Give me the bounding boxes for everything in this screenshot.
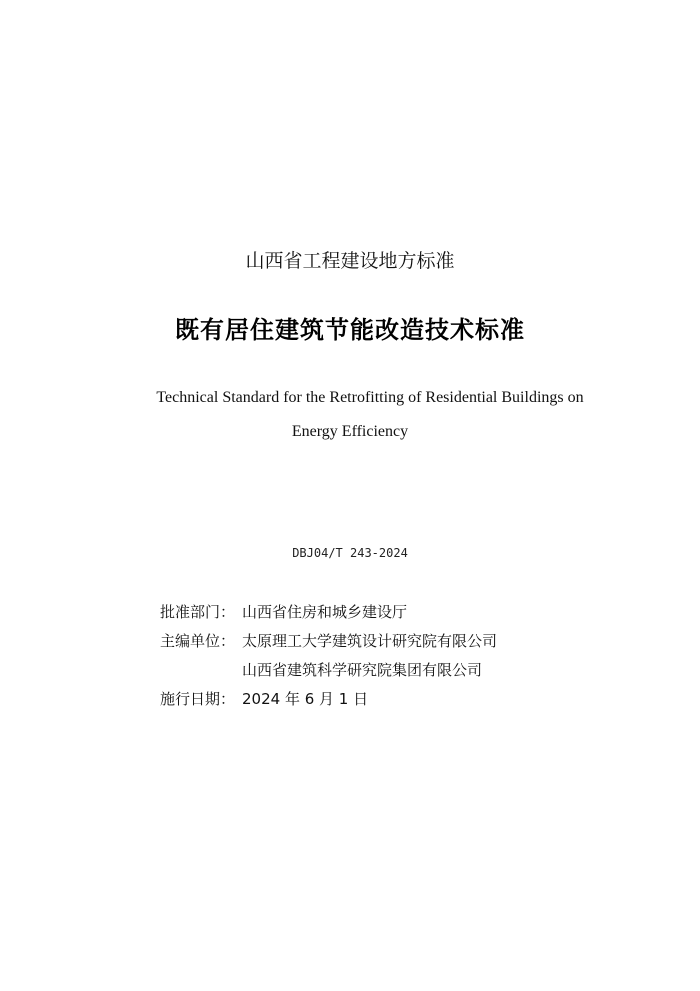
approval-row bbox=[160, 598, 497, 627]
approval-label: 批准部门： bbox=[160, 603, 236, 621]
editor-row bbox=[160, 627, 497, 656]
date-value: 2024 年 6 月 1 日 bbox=[242, 690, 369, 708]
editor-label: 主编单位： bbox=[160, 632, 236, 650]
standard-code: DBJ04/T 243-2024 bbox=[292, 546, 408, 560]
editor-label-spacer bbox=[160, 656, 242, 685]
document-info bbox=[160, 598, 497, 714]
date-row bbox=[160, 685, 497, 714]
english-title-line-1: Technical Standard for the Retrofitting of Residential Buildings on bbox=[156, 389, 584, 406]
english-title-line-2: Energy Efficiency bbox=[291, 423, 409, 440]
approval-value: 山西省住房和城乡建设厅 bbox=[242, 603, 408, 621]
date-label: 施行日期： bbox=[160, 690, 236, 708]
standard-category: 山西省工程建设地方标准 bbox=[245, 250, 455, 272]
editor-value-2: 山西省建筑科学研究院集团有限公司 bbox=[242, 661, 483, 679]
document-title: 既有居住建筑节能改造技术标准 bbox=[175, 316, 525, 344]
editor-row-2 bbox=[160, 656, 497, 685]
editor-value-1: 太原理工大学建筑设计研究院有限公司 bbox=[242, 632, 498, 650]
